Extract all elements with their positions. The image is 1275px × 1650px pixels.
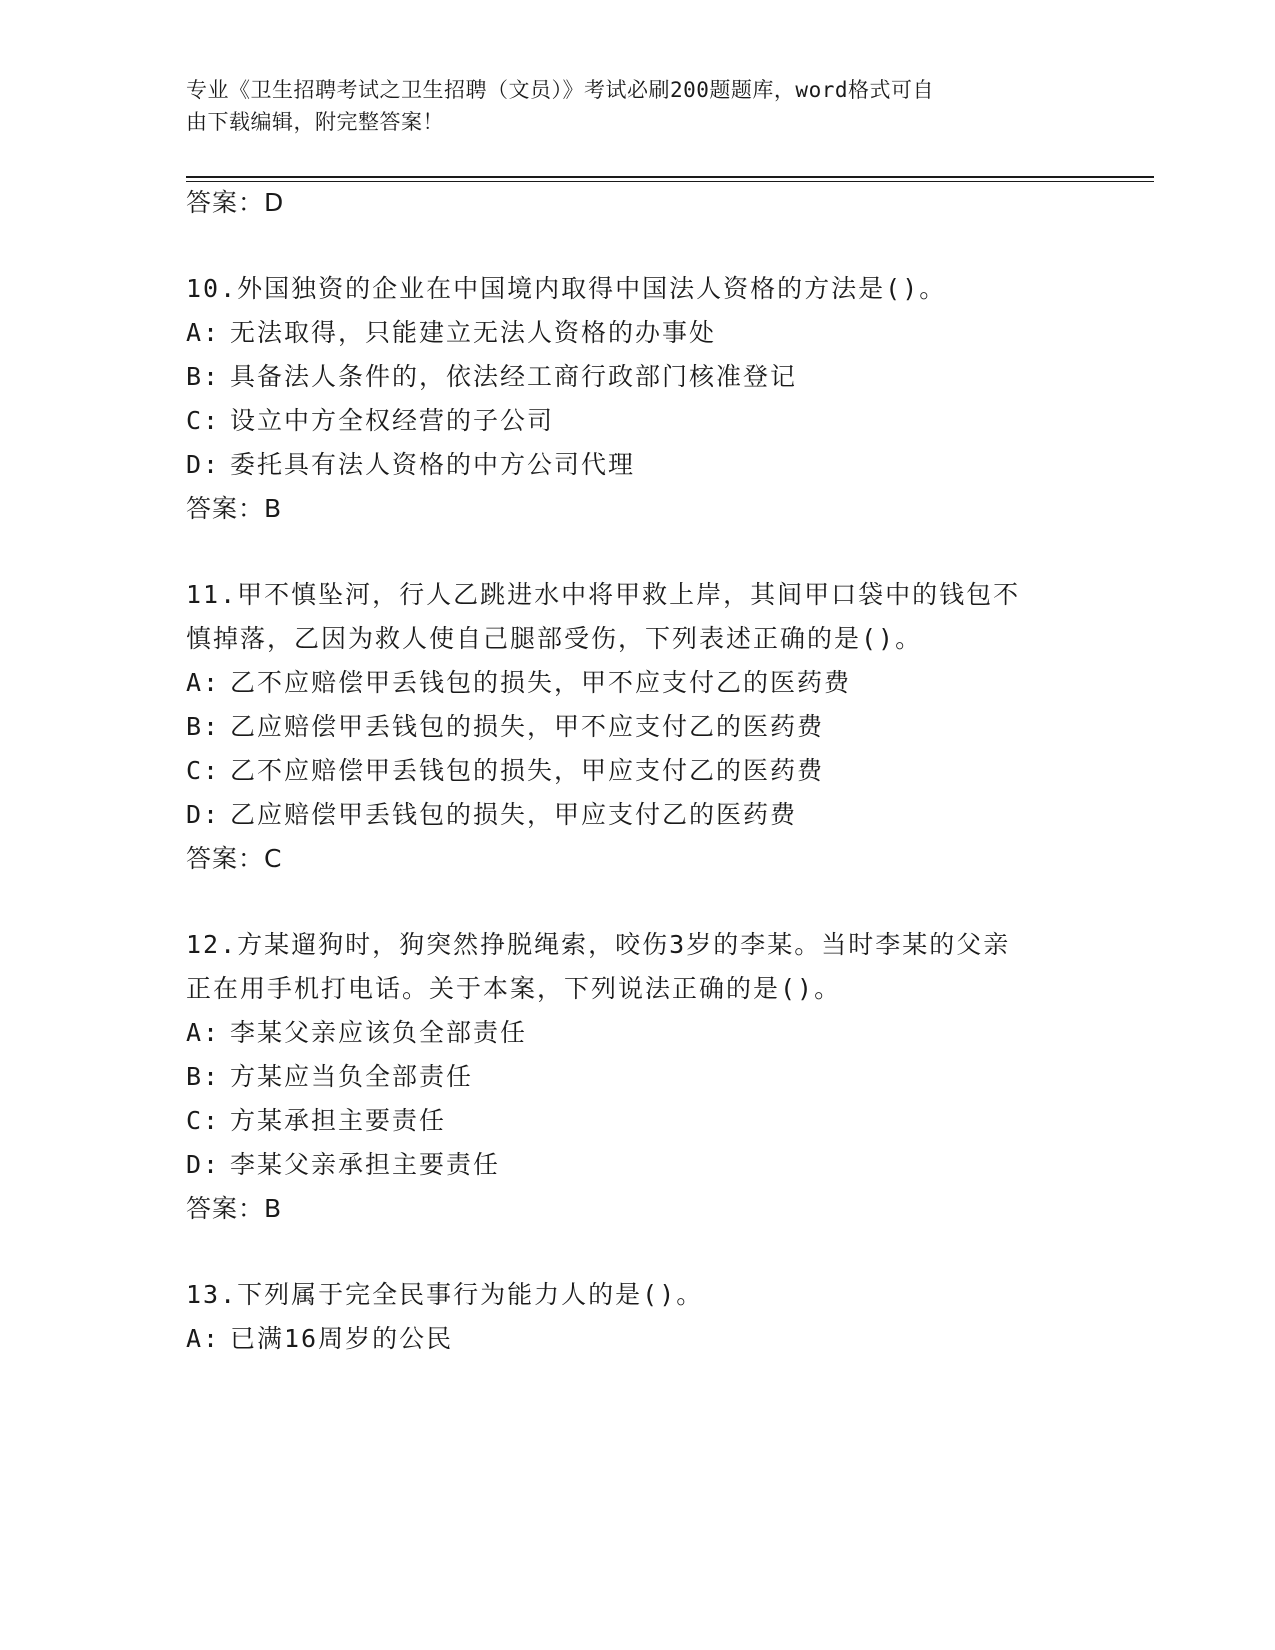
option-letter: A: [186, 318, 221, 347]
option-letter: C: [186, 406, 221, 435]
question-11-stem-line-2: 慎掉落，乙因为救人使自己腿部受伤，下列表述正确的是()。 [186, 624, 923, 653]
question-13-stem: 13.下列属于完全民事行为能力人的是()。 [186, 1280, 704, 1309]
option-text: 具备法人条件的，依法经工商行政部门核准登记 [230, 362, 798, 391]
option-text: 已满16周岁的公民 [230, 1324, 454, 1353]
option-text: 委托具有法人资格的中方公司代理 [230, 450, 636, 479]
question-12-stem-line-2: 正在用手机打电话。关于本案，下列说法正确的是()。 [186, 974, 842, 1003]
option-text: 乙应赔偿甲丢钱包的损失，甲应支付乙的医药费 [230, 800, 798, 829]
option-letter: D: [186, 1150, 221, 1179]
option-letter: B: [186, 362, 221, 391]
question-12-answer: 答案：B [186, 1194, 283, 1223]
header-line-2: 由下载编辑，附完整答案！ [186, 110, 444, 134]
option-letter: A: [186, 1324, 221, 1353]
option-letter: C: [186, 756, 221, 785]
header-divider [186, 176, 1154, 178]
document-header [186, 74, 1066, 138]
header-line-1: 专业《卫生招聘考试之卫生招聘（文员）》考试必刷200题题库，word格式可自 [186, 78, 934, 102]
option-text: 无法取得，只能建立无法人资格的办事处 [230, 318, 717, 347]
answer-previous: 答案：D [186, 188, 285, 217]
question-12-option-c [186, 1104, 446, 1138]
option-letter: A: [186, 668, 221, 697]
question-12-option-a [186, 1016, 527, 1050]
question-11-option-a [186, 666, 851, 700]
question-12-stem-line-1: 12.方某遛狗时，狗突然挣脱绳索，咬伤3岁的李某。当时李某的父亲 [186, 930, 1011, 959]
option-letter: B: [186, 712, 221, 741]
option-text: 方某应当负全部责任 [230, 1062, 474, 1091]
question-10-option-b [186, 360, 797, 394]
question-11-stem-line-1: 11.甲不慎坠河，行人乙跳进水中将甲救上岸，其间甲口袋中的钱包不 [186, 580, 1021, 609]
question-13-option-a [186, 1322, 453, 1356]
option-letter: C: [186, 1106, 221, 1135]
header-divider-thin [186, 181, 1154, 182]
question-10-answer: 答案：B [186, 494, 283, 523]
question-10-stem: 10.外国独资的企业在中国境内取得中国法人资格的方法是()。 [186, 274, 947, 303]
question-10-option-d [186, 448, 635, 482]
option-text: 设立中方全权经营的子公司 [230, 406, 555, 435]
option-text: 李某父亲应该负全部责任 [230, 1018, 528, 1047]
option-text: 乙不应赔偿甲丢钱包的损失，甲应支付乙的医药费 [230, 756, 825, 785]
option-letter: A: [186, 1018, 221, 1047]
option-text: 乙应赔偿甲丢钱包的损失，甲不应支付乙的医药费 [230, 712, 825, 741]
option-text: 乙不应赔偿甲丢钱包的损失，甲不应支付乙的医药费 [230, 668, 852, 697]
option-letter: D: [186, 800, 221, 829]
question-11-option-c [186, 754, 824, 788]
question-11-option-b [186, 710, 824, 744]
option-text: 李某父亲承担主要责任 [230, 1150, 501, 1179]
question-10-option-a [186, 316, 716, 350]
option-letter: B: [186, 1062, 221, 1091]
question-10-option-c [186, 404, 554, 438]
question-11-answer: 答案：C [186, 844, 283, 873]
option-text: 方某承担主要责任 [230, 1106, 447, 1135]
question-11-option-d [186, 798, 797, 832]
option-letter: D: [186, 450, 221, 479]
question-12-option-d [186, 1148, 500, 1182]
question-12-option-b [186, 1060, 473, 1094]
